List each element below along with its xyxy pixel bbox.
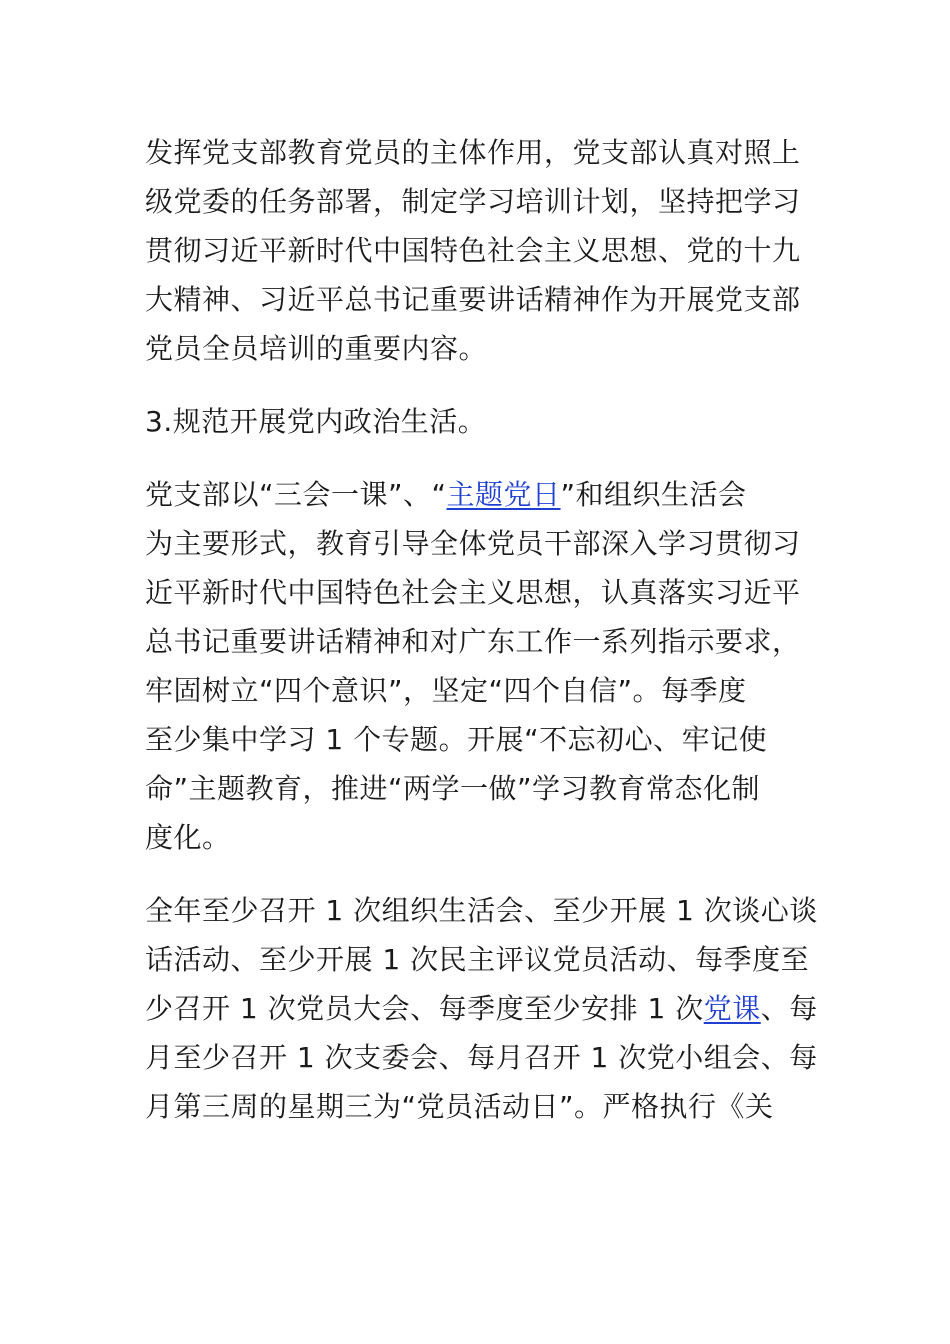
paragraph-line: 至少集中学习 1 个专题。开展“不忘初心、牢记使 (145, 723, 768, 756)
paragraph-line: 总书记重要讲话精神和对广东工作一系列指示要求， (145, 625, 801, 658)
paragraph-line: 级党委的任务部署，制定学习培训计划，坚持把学习 (145, 185, 801, 218)
paragraph-line: 月至少召开 1 次支委会、每月召开 1 次党小组会、每 (145, 1041, 818, 1074)
paragraph-line: 发挥党支部教育党员的主体作用，党支部认真对照上 (145, 136, 801, 169)
paragraph-spacer (145, 373, 815, 397)
paragraph-spacer (145, 446, 815, 470)
paragraph-line: 大精神、习近平总书记重要讲话精神作为开展党支部 (145, 283, 801, 316)
document-body (145, 128, 818, 1131)
section-heading-text: 3.规范开展党内政治生活。 (145, 405, 487, 438)
link-theme-party-day[interactable]: 主题党日 (446, 478, 561, 511)
paragraph-line: 话活动、至少开展 1 次民主评议党员活动、每季度至 (145, 943, 810, 976)
text-segment: 少召开 1 次党员大会、每季度至少安排 1 次 (145, 992, 704, 1025)
paragraph-line: 全年至少召开 1 次组织生活会、至少开展 1 次谈心谈 (145, 894, 818, 927)
paragraph-line: 贯彻习近平新时代中国特色社会主义思想、党的十九 (145, 234, 801, 267)
paragraph-line: 党员全员培训的重要内容。 (145, 332, 488, 365)
paragraph-spacer (145, 862, 815, 886)
paragraph-1 (145, 128, 815, 373)
paragraph-line: 牢固树立“四个意识”，坚定“四个自信”。每季度 (145, 674, 747, 707)
link-party-lecture[interactable]: 党课 (703, 992, 761, 1025)
paragraph-line: 为主要形式，教育引导全体党员干部深入学习贯彻习 (145, 527, 801, 560)
section-heading (145, 397, 815, 446)
paragraph-line: 月第三周的星期三为“党员活动日”。严格执行《关 (145, 1090, 774, 1123)
paragraph-line: 度化。 (145, 821, 231, 854)
paragraph-line (145, 470, 815, 519)
text-segment: 党支部以“三会一课”、“ (145, 478, 447, 511)
paragraph-3 (145, 886, 818, 1131)
paragraph-line: 近平新时代中国特色社会主义思想，认真落实习近平 (145, 576, 801, 609)
paragraph-line: 命”主题教育，推进“两学一做”学习教育常态化制 (145, 772, 761, 805)
text-segment: 、每 (760, 992, 818, 1025)
paragraph-2 (145, 470, 815, 862)
text-segment: ”和组织生活会 (560, 478, 747, 511)
paragraph-line (145, 984, 818, 1033)
